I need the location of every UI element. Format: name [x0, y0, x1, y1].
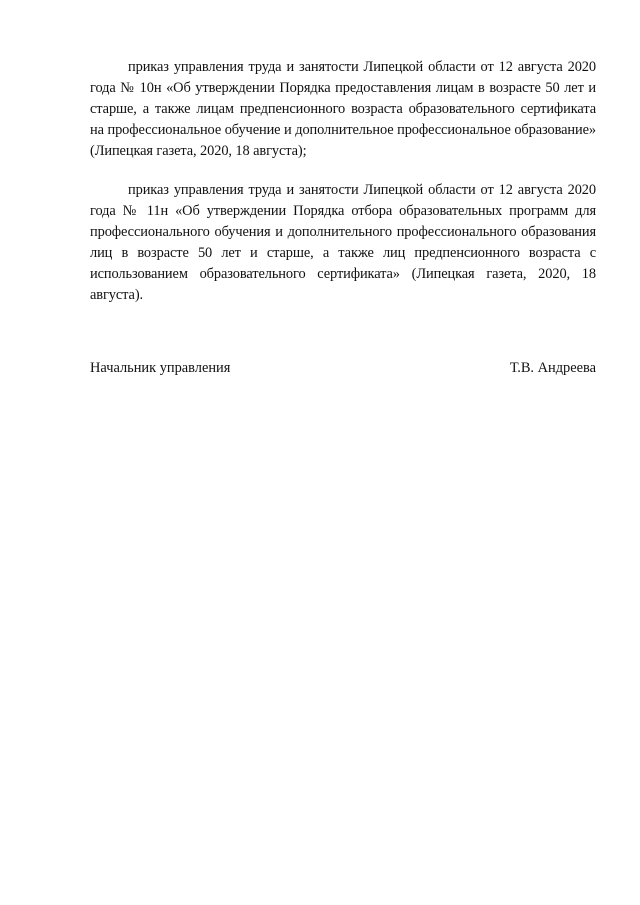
signature-block [90, 358, 596, 379]
paragraph-order-11n: приказ управления труда и занятости Липецкой области от 12 августа 2020 года № 11н «Об утверждении Порядка отбора образовательных программ для профессионального обучения и дополнительного профессионального образования лиц в возрасте 50 лет и старше, а также лиц предпенсионного возраста с использованием образовательного сертификата» (Липецкая газета, 2020, 18 августа). [90, 182, 596, 303]
signatory-name: Т.В. Андреева [509, 360, 596, 376]
document-body [90, 57, 596, 306]
signatory-position: Начальник управления [90, 360, 231, 376]
paragraph-order-10n: приказ управления труда и занятости Липецкой области от 12 августа 2020 года № 10н «Об утверждении Порядка предоставления лицам в возрасте 50 лет и старше, а также лицам предпенсионного возраста образовательного сертификата на профессиональное обучение и дополнительное профессиональное образование» (Липецкая газета, 2020, 18 августа); [90, 59, 596, 159]
